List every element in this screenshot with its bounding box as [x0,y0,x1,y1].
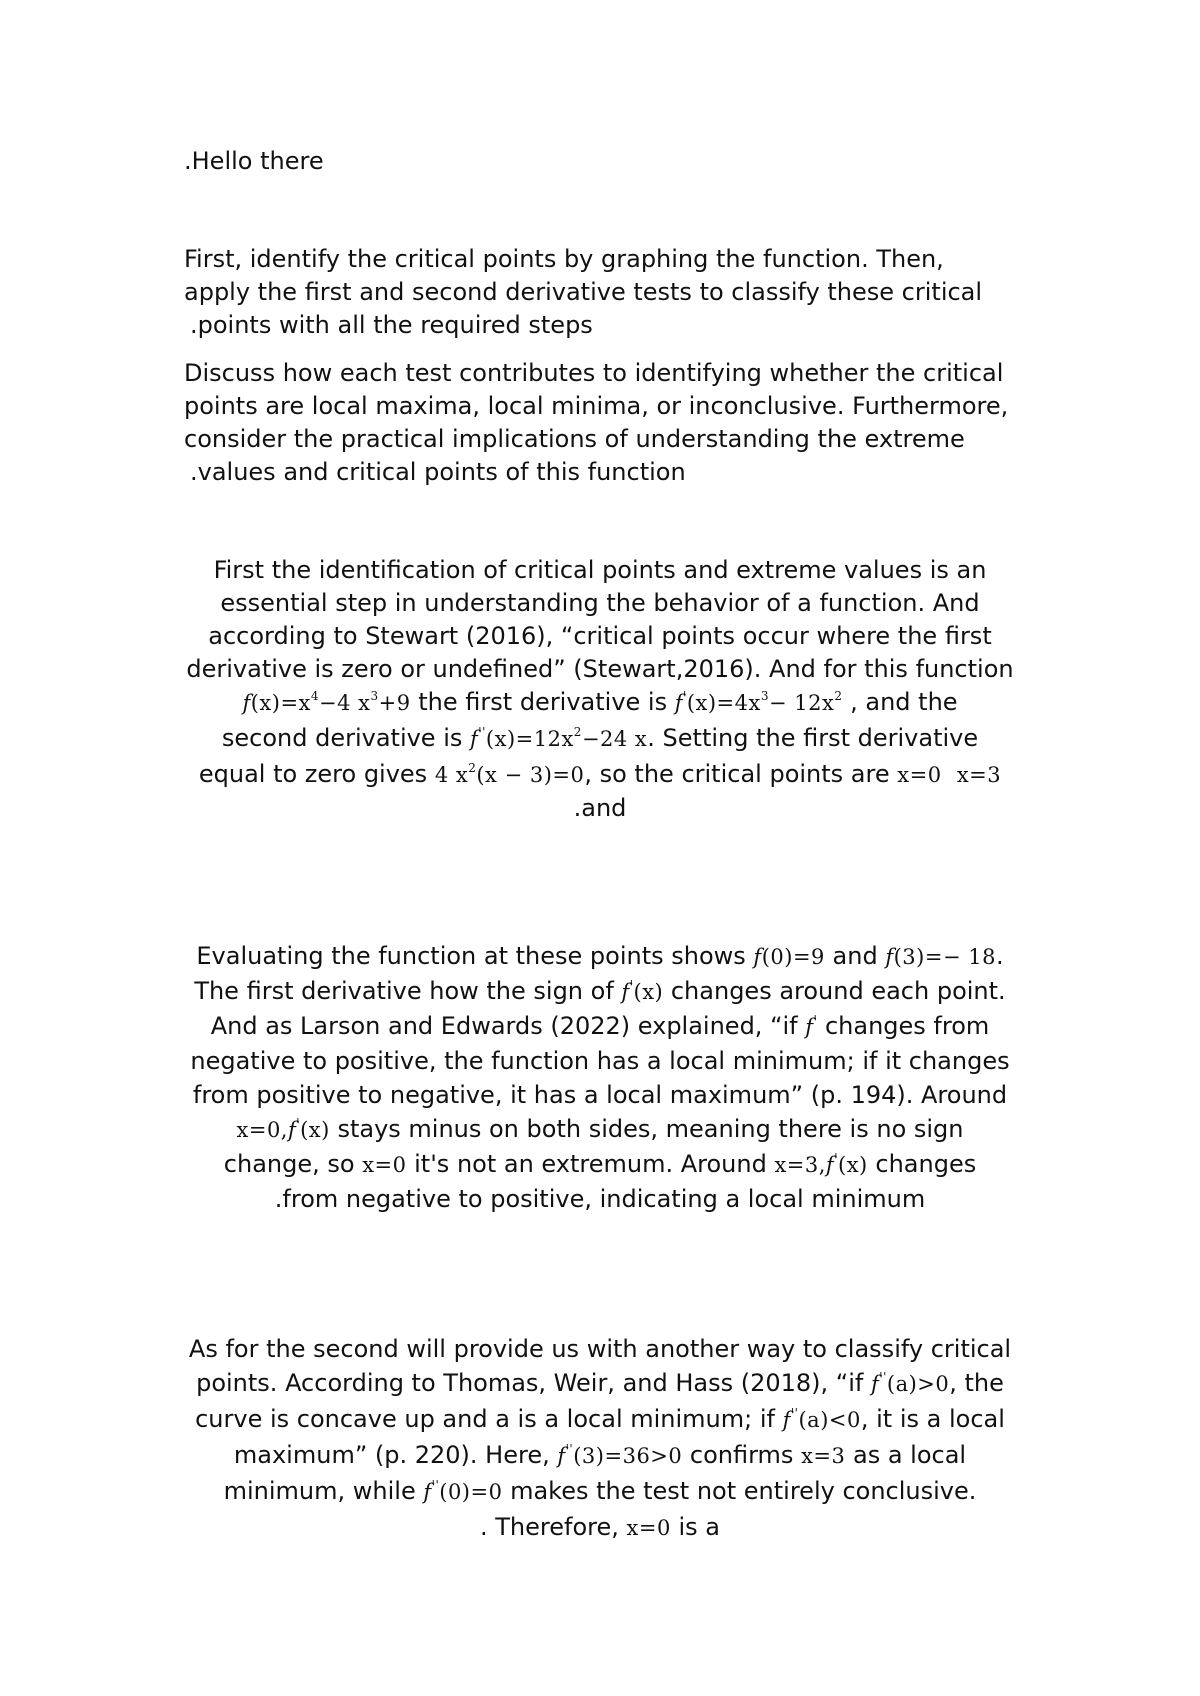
answer-p2-line-4: negative to positive, the function has a local minimum; if it changes [190,1047,1010,1075]
x-equals-0-final: x=0 [626,1516,671,1540]
answer-p3-line-5: minimum, while f''(0)=0 makes the test not entirely conclusive. [0,1475,1200,1508]
prompt-p2-line-3: consider the practical implications of understanding the extreme [184,425,965,453]
first-derivative: $f'(x)=4x^3- 12x^2$ [674,689,843,715]
greeting: .Hello there [184,147,324,175]
answer-p1-line-3: according to Stewart (2016), “critical points occur where the first [208,622,992,650]
answer-p1-line-7: equal to zero gives 4 $x^2(x - 3)=0$, so the critical points are x=0 x=3 [0,758,1200,791]
prompt-p2-line-4: .values and critical points of this function [190,458,686,486]
critical-point-x0: x=0 [897,763,942,787]
f-prime: f' [805,1013,818,1039]
answer-p1-line-5: $f(x)=x^4-4$ $x^3+9$ the first derivative is $f'(x)=4x^3- 12x^2$ , and the [0,686,1200,719]
answer-p2-line-8: .from negative to positive, indicating a local minimum [274,1185,926,1213]
x-equals-3: x=3 [801,1444,846,1468]
prompt-p2-line-1: Discuss how each test contributes to identifying whether the critical [184,359,1004,387]
answer-p3-line-2: points. According to Thomas, Weir, and Hass (2018), “if f''(a)>0, the [0,1367,1200,1400]
answer-p2-line-1: Evaluating the function at these points shows f(0)=9 and f(3)=− 18. [0,940,1200,973]
prompt-p1-line-1: First, identify the critical points by graphing the function. Then, [184,245,944,273]
answer-p3-line-3: curve is concave up and a is a local minimum; if f''(a)<0, it is a local [0,1403,1200,1436]
answer-p2-line-6: x=0,f'(x) stays minus on both sides, meaning there is no sign [0,1113,1200,1146]
answer-p2-line-3: And as Larson and Edwards (2022) explained, “if f' changes from [0,1010,1200,1043]
second-derivative-negative: f''(a)<0 [782,1406,861,1432]
x-equals-0: x=0 [362,1153,407,1177]
answer-p3-line-6: . Therefore, x=0 is a [0,1511,1200,1544]
answer-p2-line-5: from positive to negative, it has a local maximum” (p. 194). Around [192,1081,1008,1109]
x3-f-prime: x=3,f'(x) [774,1151,868,1177]
critical-point-x3: x=3 [956,763,1002,787]
prompt-p1-line-3: .points with all the required steps [190,311,593,339]
answer-p2-line-2: The first derivative how the sign of f'(x) changes around each point. [0,975,1200,1008]
prompt-p1-line-2: apply the first and second derivative tests to classify these critical [184,278,983,306]
answer-p1-line-1: First the identification of critical points and extreme values is an [213,556,987,584]
second-derivative-positive: f''(a)>0 [870,1370,950,1396]
answer-p3-line-1: As for the second will provide us with another way to classify critical [188,1335,1012,1363]
x0-f-prime: x=0,f'(x) [236,1116,330,1142]
f-of-3: f(3)=− 18 [885,945,996,969]
factored-equation: 4 $x^2(x - 3)=0$ [434,761,585,787]
f-prime-x: f'(x) [621,978,664,1004]
answer-p1-line-2: essential step in understanding the behavior of a function. And [220,589,980,617]
second-derivative-at-0: f''(0)=0 [423,1478,503,1504]
answer-p2-line-7: change, so x=0 it's not an extremum. Around x=3,f'(x) changes [0,1148,1200,1181]
f-of-0: f(0)=9 [753,945,825,969]
answer-p1-line-8: .and [573,794,627,822]
answer-p1-line-4: derivative is zero or undefined” (Stewart,2016). And for this function [186,655,1014,683]
second-derivative-at-3: f''(3)=36>0 [557,1442,683,1468]
prompt-p2-line-2: points are local maxima, local minima, or inconclusive. Furthermore, [184,392,1009,420]
answer-p1-line-6: second derivative is $f''(x)=12x^2-24$ x. Setting the first derivative [0,722,1200,755]
answer-p3-line-4: maximum” (p. 220). Here, f''(3)=36>0 confirms x=3 as a local [0,1439,1200,1472]
second-derivative: $f''(x)=12x^2-24$ x [470,725,648,751]
function-definition: $f(x)=x^4-4$ $x^3+9$ [242,689,411,715]
